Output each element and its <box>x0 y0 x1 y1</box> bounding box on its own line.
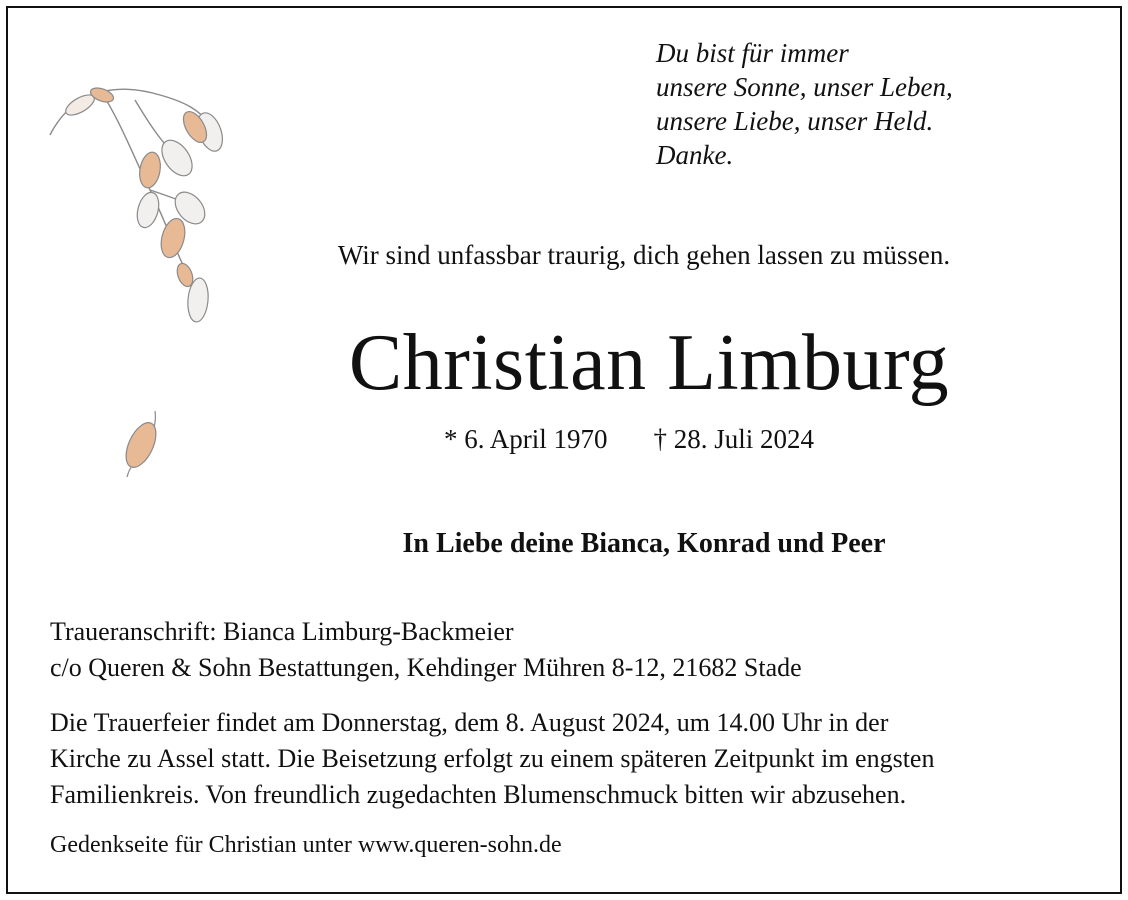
poem-line: Danke. <box>656 140 734 170</box>
poem-line: Du bist für immer <box>656 38 849 68</box>
memorial-poem <box>656 36 953 172</box>
poem-line: unsere Sonne, unser Leben, <box>656 72 953 102</box>
service-line: Die Trauerfeier findet am Donnerstag, dem 8. August 2024, um 14.00 Uhr in der <box>50 708 889 737</box>
address-line: c/o Queren & Sohn Bestattungen, Kehdinger Mühren 8-12, 21682 Stade <box>50 653 802 682</box>
intro-text: Wir sind unfassbar traurig, dich gehen lassen zu müssen. <box>337 240 951 270</box>
funeral-service-info <box>50 705 1090 813</box>
family-signature: In Liebe deine Bianca, Konrad und Peer <box>402 528 886 559</box>
address-line: Traueranschrift: Bianca Limburg-Backmeier <box>50 617 514 646</box>
service-line: Kirche zu Assel statt. Die Beisetzung erfolgt zu einem späteren Zeitpunkt im engsten <box>50 744 935 773</box>
leaf-branch-illustration <box>40 70 230 340</box>
birth-date: * 6. April 1970 <box>444 424 608 454</box>
death-date: † 28. Juli 2024 <box>653 424 815 454</box>
memorial-page-link: Gedenkseite für Christian unter www.queren-sohn.de <box>50 832 562 858</box>
falling-leaf-illustration <box>115 405 175 485</box>
deceased-name: Christian Limburg <box>348 319 950 407</box>
service-line: Familienkreis. Von freundlich zugedachten Blumenschmuck bitten wir abzusehen. <box>50 780 907 809</box>
life-dates <box>444 424 814 455</box>
poem-line: unsere Liebe, unser Held. <box>656 106 934 136</box>
mourning-address <box>50 614 802 686</box>
